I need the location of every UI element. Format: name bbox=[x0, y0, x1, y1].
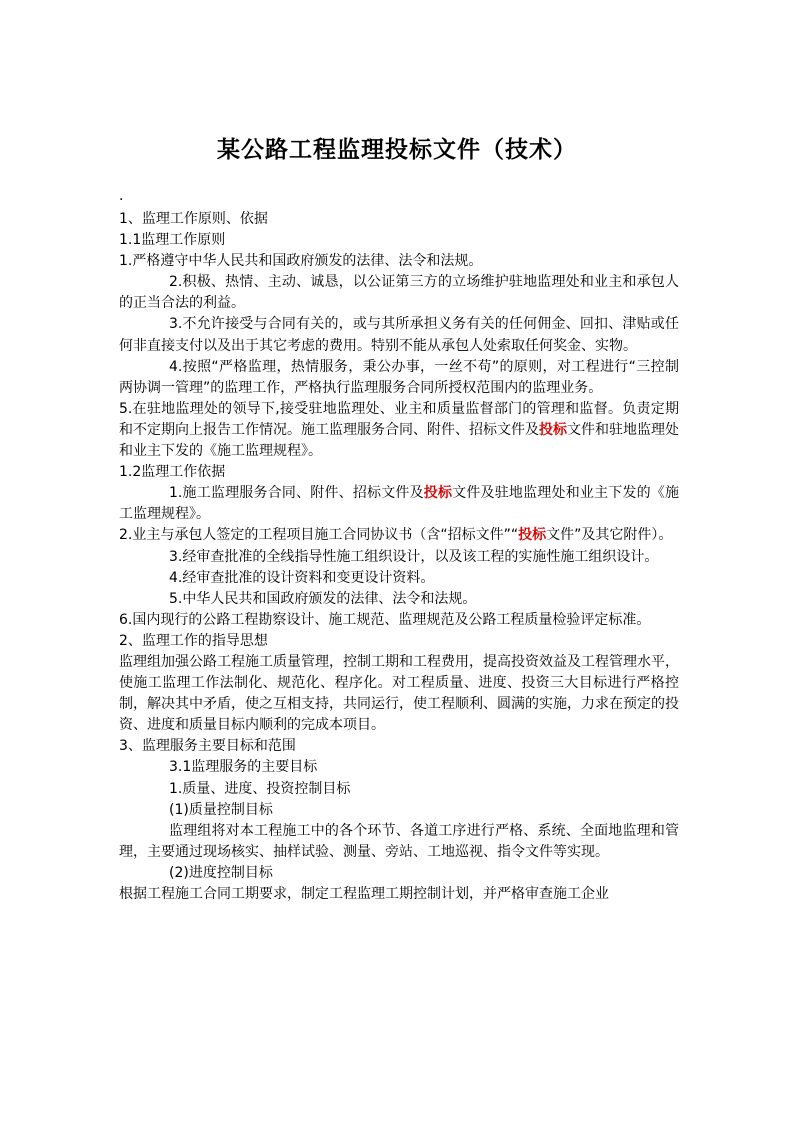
basis-1-text-a: 1.施工监理服务合同、附件、招标文件及 bbox=[169, 485, 424, 502]
page-mark: . bbox=[119, 188, 124, 204]
heading-section-1: 1、监理工作原则、依据 bbox=[119, 211, 268, 227]
highlight-tender: 投标 bbox=[518, 527, 547, 544]
document-body bbox=[119, 209, 679, 905]
heading-section-3: 3、监理服务主要目标和范围 bbox=[119, 738, 296, 755]
basis-1 bbox=[119, 483, 679, 525]
principle-5-text-a: 5.在驻地监理处的领导下,接受驻地监理处、业主和质量监督部门的管理和监督。负责定期和不定期向上报告工作情况。施工监理服务合同、附件、招标文件及 bbox=[119, 400, 679, 438]
basis-2-text-a: 2.业主与承包人签定的工程项目施工合同协议书（含“招标文件”“ bbox=[119, 527, 519, 544]
subheading-1-1: 1.1监理工作原则 bbox=[119, 232, 226, 249]
highlight-tender: 投标 bbox=[539, 421, 567, 438]
principle-4: 4.按照“严格监理，热情服务，秉公办事，一丝不苟”的原则，对工程进行“三控制两协调一管理”的监理工作，严格执行监理服务合同所授权范围内的监理业务。 bbox=[119, 358, 679, 396]
guiding-ideas-text: 监理组加强公路工程施工质量管理，控制工期和工程费用，提高投资效益及工程管理水平，使施工监理工作法制化、规范化、程序化。对工程质量、进度、投资三大目标进行严格控制，解决其中矛盾，使之互相支持，共同运行，使工程顺利、圆满的实施，力求在预定的投资、进度和质量目标内顺利的完成本项目。 bbox=[119, 653, 679, 734]
basis-2 bbox=[119, 525, 679, 546]
principle-5-text-b: 文件和驻地监理处和业主下发的《施工监理规程》。 bbox=[119, 421, 679, 460]
target-1-quality-heading: (1)质量控制目标 bbox=[169, 801, 273, 818]
basis-3: 3.经审查批准的全线指导性施工组织设计，以及该工程的实施性施工组织设计。 bbox=[169, 548, 659, 565]
basis-1-text-b: 文件及驻地监理处和业主下发的《施工监理规程》。 bbox=[119, 485, 680, 523]
subheading-3-1: 3.1监理服务的主要目标 bbox=[169, 759, 318, 776]
principle-2: 2.积极、热情、主动、诚恳，以公证第三方的立场维护驻地监理处和业主和承包人的正当合法的利益。 bbox=[119, 274, 679, 312]
target-1-quality-text: 监理组将对本工程施工中的各个环节、各道工序进行严格、系统、全面地监理和管理，主要通过现场核实、抽样试验、测量、旁站、工地巡视、指令文件等实现。 bbox=[119, 822, 679, 860]
basis-5: 5.中华人民共和国政府颁发的法律、法令和法规。 bbox=[169, 590, 477, 607]
target-1: 1.质量、进度、投资控制目标 bbox=[169, 780, 351, 797]
basis-6: 6.国内现行的公路工程勘察设计、施工规范、监理规范及公路工程质量检验评定标准。 bbox=[119, 611, 651, 628]
heading-section-2: 2、监理工作的指导思想 bbox=[119, 632, 268, 649]
principle-3: 3.不允许接受与合同有关的，或与其所承担义务有关的任何佣金、回扣、津贴或任何非直接支付以及出于其它考虑的费用。特别不能从承包人处索取任何奖金、实物。 bbox=[119, 316, 679, 354]
highlight-tender: 投标 bbox=[423, 485, 453, 502]
subheading-1-2: 1.2监理工作依据 bbox=[119, 464, 226, 481]
principle-1: 1.严格遵守中华人民共和国政府颁发的法律、法令和法规。 bbox=[119, 253, 483, 270]
basis-2-text-b: 文件”及其它附件）。 bbox=[546, 527, 673, 544]
target-1-progress-heading: (2)进度控制目标 bbox=[169, 864, 273, 881]
target-1-progress-text: 根据工程施工合同工期要求，制定工程监理工期控制计划，并严格审查施工企业 bbox=[119, 886, 609, 902]
principle-5 bbox=[119, 399, 679, 462]
document-title: 某公路工程监理投标文件（技术） bbox=[217, 136, 577, 163]
basis-4: 4.经审查批准的设计资料和变更设计资料。 bbox=[169, 569, 435, 586]
